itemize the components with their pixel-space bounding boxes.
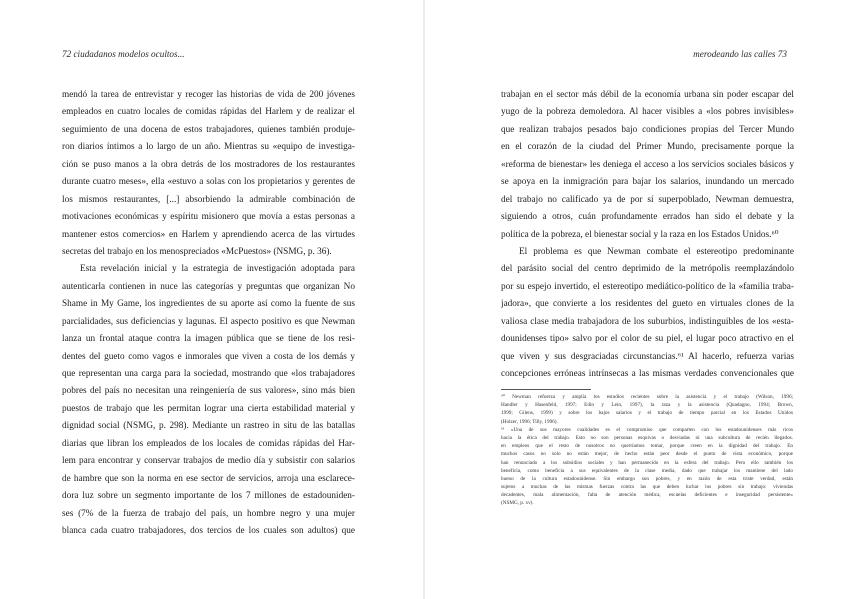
text-line: concepciones erróneas intrínsecas a las mismas verdades convencionales que	[501, 369, 794, 379]
footnote-line: ⁶¹ «Una de sus mayores cualidades es el compromiso que comparten con los estadounidenses más ricos	[501, 426, 793, 433]
text-line: yugo de la pobreza demoledora. Al hacer visibles a «los pobres invisibles»	[501, 107, 794, 118]
footnote-line: en empleos que el resto de nosotros no querríamos tomar, porque creen en la dignidad del trabajo. En	[501, 443, 793, 450]
footnote-line: Handler y Hasenfeld, 1997; Edin y Lein, 1997), la raza y la asistencia (Quadagno, 1994; Brown,	[501, 402, 793, 409]
footnote-line: (Holzer, 1996; Tilly, 1996).	[501, 418, 558, 425]
text-line: «reforma de bienestar» les deniega el acceso a los servicios sociales básicos y	[501, 159, 794, 170]
text-line: de hambre que son la norma en ese sector de servicios, arroja una esclarece-	[62, 473, 355, 484]
text-line: ses (7% de la fuerza de trabajo del país, un hombre negro y una mujer	[62, 508, 355, 519]
text-line: pobres del país no necesitan una reingeniería de sus valores», sino más bien	[62, 386, 355, 397]
right-page	[424, 0, 848, 599]
text-line: jadora», que convierte a los residentes del gueto en virtuales clones de la	[501, 299, 794, 310]
running-header-right: merodeando las calles 73	[693, 49, 787, 59]
text-line: diarias que libran los empleados de los locales de comidas rápidas del Har-	[62, 438, 355, 449]
text-line: en el corazón de la ciudad del Primer Mundo, precisamente porque la	[501, 142, 794, 153]
text-line: Esta revelación inicial y la estrategia de investigación adoptada para	[80, 264, 355, 275]
text-line: siguiendo a otros, cuán profundamente errados han sido el debate y la	[501, 212, 794, 223]
text-line: secretas del trabajo en los menospreciados «McPuestos» (NSMG, p. 36).	[62, 246, 332, 257]
footnote-line: han renunciado a los subsidios sociales y han permanecido en la esfera del trabajo. Pero ello también los	[501, 459, 793, 466]
text-line: lem para encontrar y conservar trabajos de medio día y subsistir con salarios	[62, 456, 355, 467]
text-line: autenticarla contienen in nuce las categorías y preguntas que organizan No	[62, 281, 355, 292]
text-line: valiosa clase media trabajadora de los suburbios, indistinguibles de los «esta-	[501, 316, 794, 327]
text-line: puestos de trabajo que les permitan lograr una cierta estabilidad material y	[62, 403, 355, 414]
text-line: blanca cada cuatro trabajadores, dos tercios de los cuales son adultos) que	[62, 525, 355, 536]
footnote-line: ⁶⁰ Newman refuerza y amplía los estudios recientes sobre la asistencia y el trabajo (Wilson, 1996;	[501, 394, 793, 400]
text-line: dounidenses tipo» salvo por el color de su piel, el lugar poco atractivo en el	[501, 334, 794, 345]
footnote-line: (NSMG, p. xv).	[501, 500, 534, 507]
text-line: del parásito social del centro deprimido de la metrópolis reemplazándolo	[501, 264, 794, 275]
text-line: lanza un frontal ataque contra la imagen pública que se tiene de los resi-	[62, 334, 355, 345]
text-line: dentes del gueto como vagos e inmorales que viven a costa de los demás y	[62, 351, 355, 362]
footnote-line: sujetos a muchas de las mismas fuerzas contra las que deben luchar los pobres sin trabajo: viviendas	[501, 484, 793, 491]
footnote-line: hacia la ética del trabajo. Esto no son personas esquivas o desviadas ni una subcultura de recién llegados.	[501, 434, 793, 441]
text-line: trabajan en el sector más débil de la economía urbana sin poder escapar del	[501, 90, 794, 100]
footnote-line: decadentes, mala alimentación, falta de atención médica, escuelas deficientes e inseguridad persistente»	[501, 492, 793, 499]
text-line: durante cuatro meses», ella «estuvo a solas con los propietarios y gerentes de	[62, 177, 355, 188]
text-line: política de la pobreza, el bienestar social y la raza en los Estados Unidos.⁶⁰	[501, 229, 779, 240]
text-line: dignidad social (NSMG, p. 298). Mediante un rastreo in situ de las batallas	[62, 421, 355, 432]
text-line: se apoya en la inmigración para bajar los salarios, inundando un mercado	[501, 177, 794, 188]
running-header-left: 72 ciudadanos modelos ocultos...	[62, 49, 185, 59]
text-line: motivaciones económicas y espíritu misionero que movía a estas personas a	[62, 212, 355, 223]
right-body-text	[501, 87, 794, 383]
text-line: dora luz sobre un segmento importante de los 7 millones de estadouniden-	[62, 491, 355, 502]
footnote-line: muchos casos no solo no están mejor, de hecho están peor desde el punto de vista económico, porque	[501, 451, 793, 458]
text-line: los mismos restaurantes, [...] absorbiendo la admirable combinación de	[62, 194, 355, 205]
footnote-line: beneficia, como beneficia a sus equivalentes de la clase media, dado que trabajar los mantiene del lado	[501, 467, 793, 474]
footnote-line: bueno de la cultura estadounidense. Sin embargo son pobres, y en razón de esta triste verdad, están	[501, 475, 793, 482]
text-line: que representan una carga para la sociedad, mostrando que «los trabajadores	[62, 369, 355, 379]
text-line: mendó la tarea de entrevistar y recoger las historias de vida de 200 jóvenes	[62, 90, 355, 100]
footnote-rule	[501, 389, 591, 390]
text-line: del trabajo no calificado ya de por sí superpoblado, Newman demuestra,	[501, 194, 794, 205]
left-body-text	[62, 87, 355, 540]
text-line: parcialidades, sus deficiencias y lagunas. El aspecto positivo es que Newman	[62, 316, 355, 327]
text-line: Shame in My Game, los ingredientes de su aporte así como la fuente de sus	[62, 299, 355, 310]
text-line: empleados en cuatro locales de comidas rápidas del Harlem y de realizar el	[62, 107, 355, 118]
text-line: que realizan trabajos pesados bajo condiciones propias del Tercer Mundo	[501, 124, 794, 135]
text-line: ción se puso manos a la obra detrás de los mostradores de los restaurantes	[62, 159, 355, 170]
text-line: ron diarios íntimos a lo largo de un año. Mientras su «equipo de investiga-	[62, 142, 355, 153]
text-line: por su espejo invertido, el estereotipo mediático-político de la «familia traba-	[501, 281, 794, 292]
text-line: El problema es que Newman combate el estereotipo predominante	[519, 246, 794, 257]
text-line: que viven y sus desgraciadas circunstancias.⁶¹ Al hacerlo, refuerza varias	[501, 351, 794, 362]
footnotes	[501, 393, 793, 508]
text-line: seguimiento de una docena de estos trabajadores, quienes también produje-	[62, 124, 355, 135]
text-line: mantener estos comercios» en Harlem y aprendiendo acerca de las virtudes	[62, 229, 355, 240]
footnote-line: 1999; Gilens, 1999) y sobre los bajos salarios y el trabajo de tiempo parcial en los Estados Unidos	[501, 410, 793, 417]
